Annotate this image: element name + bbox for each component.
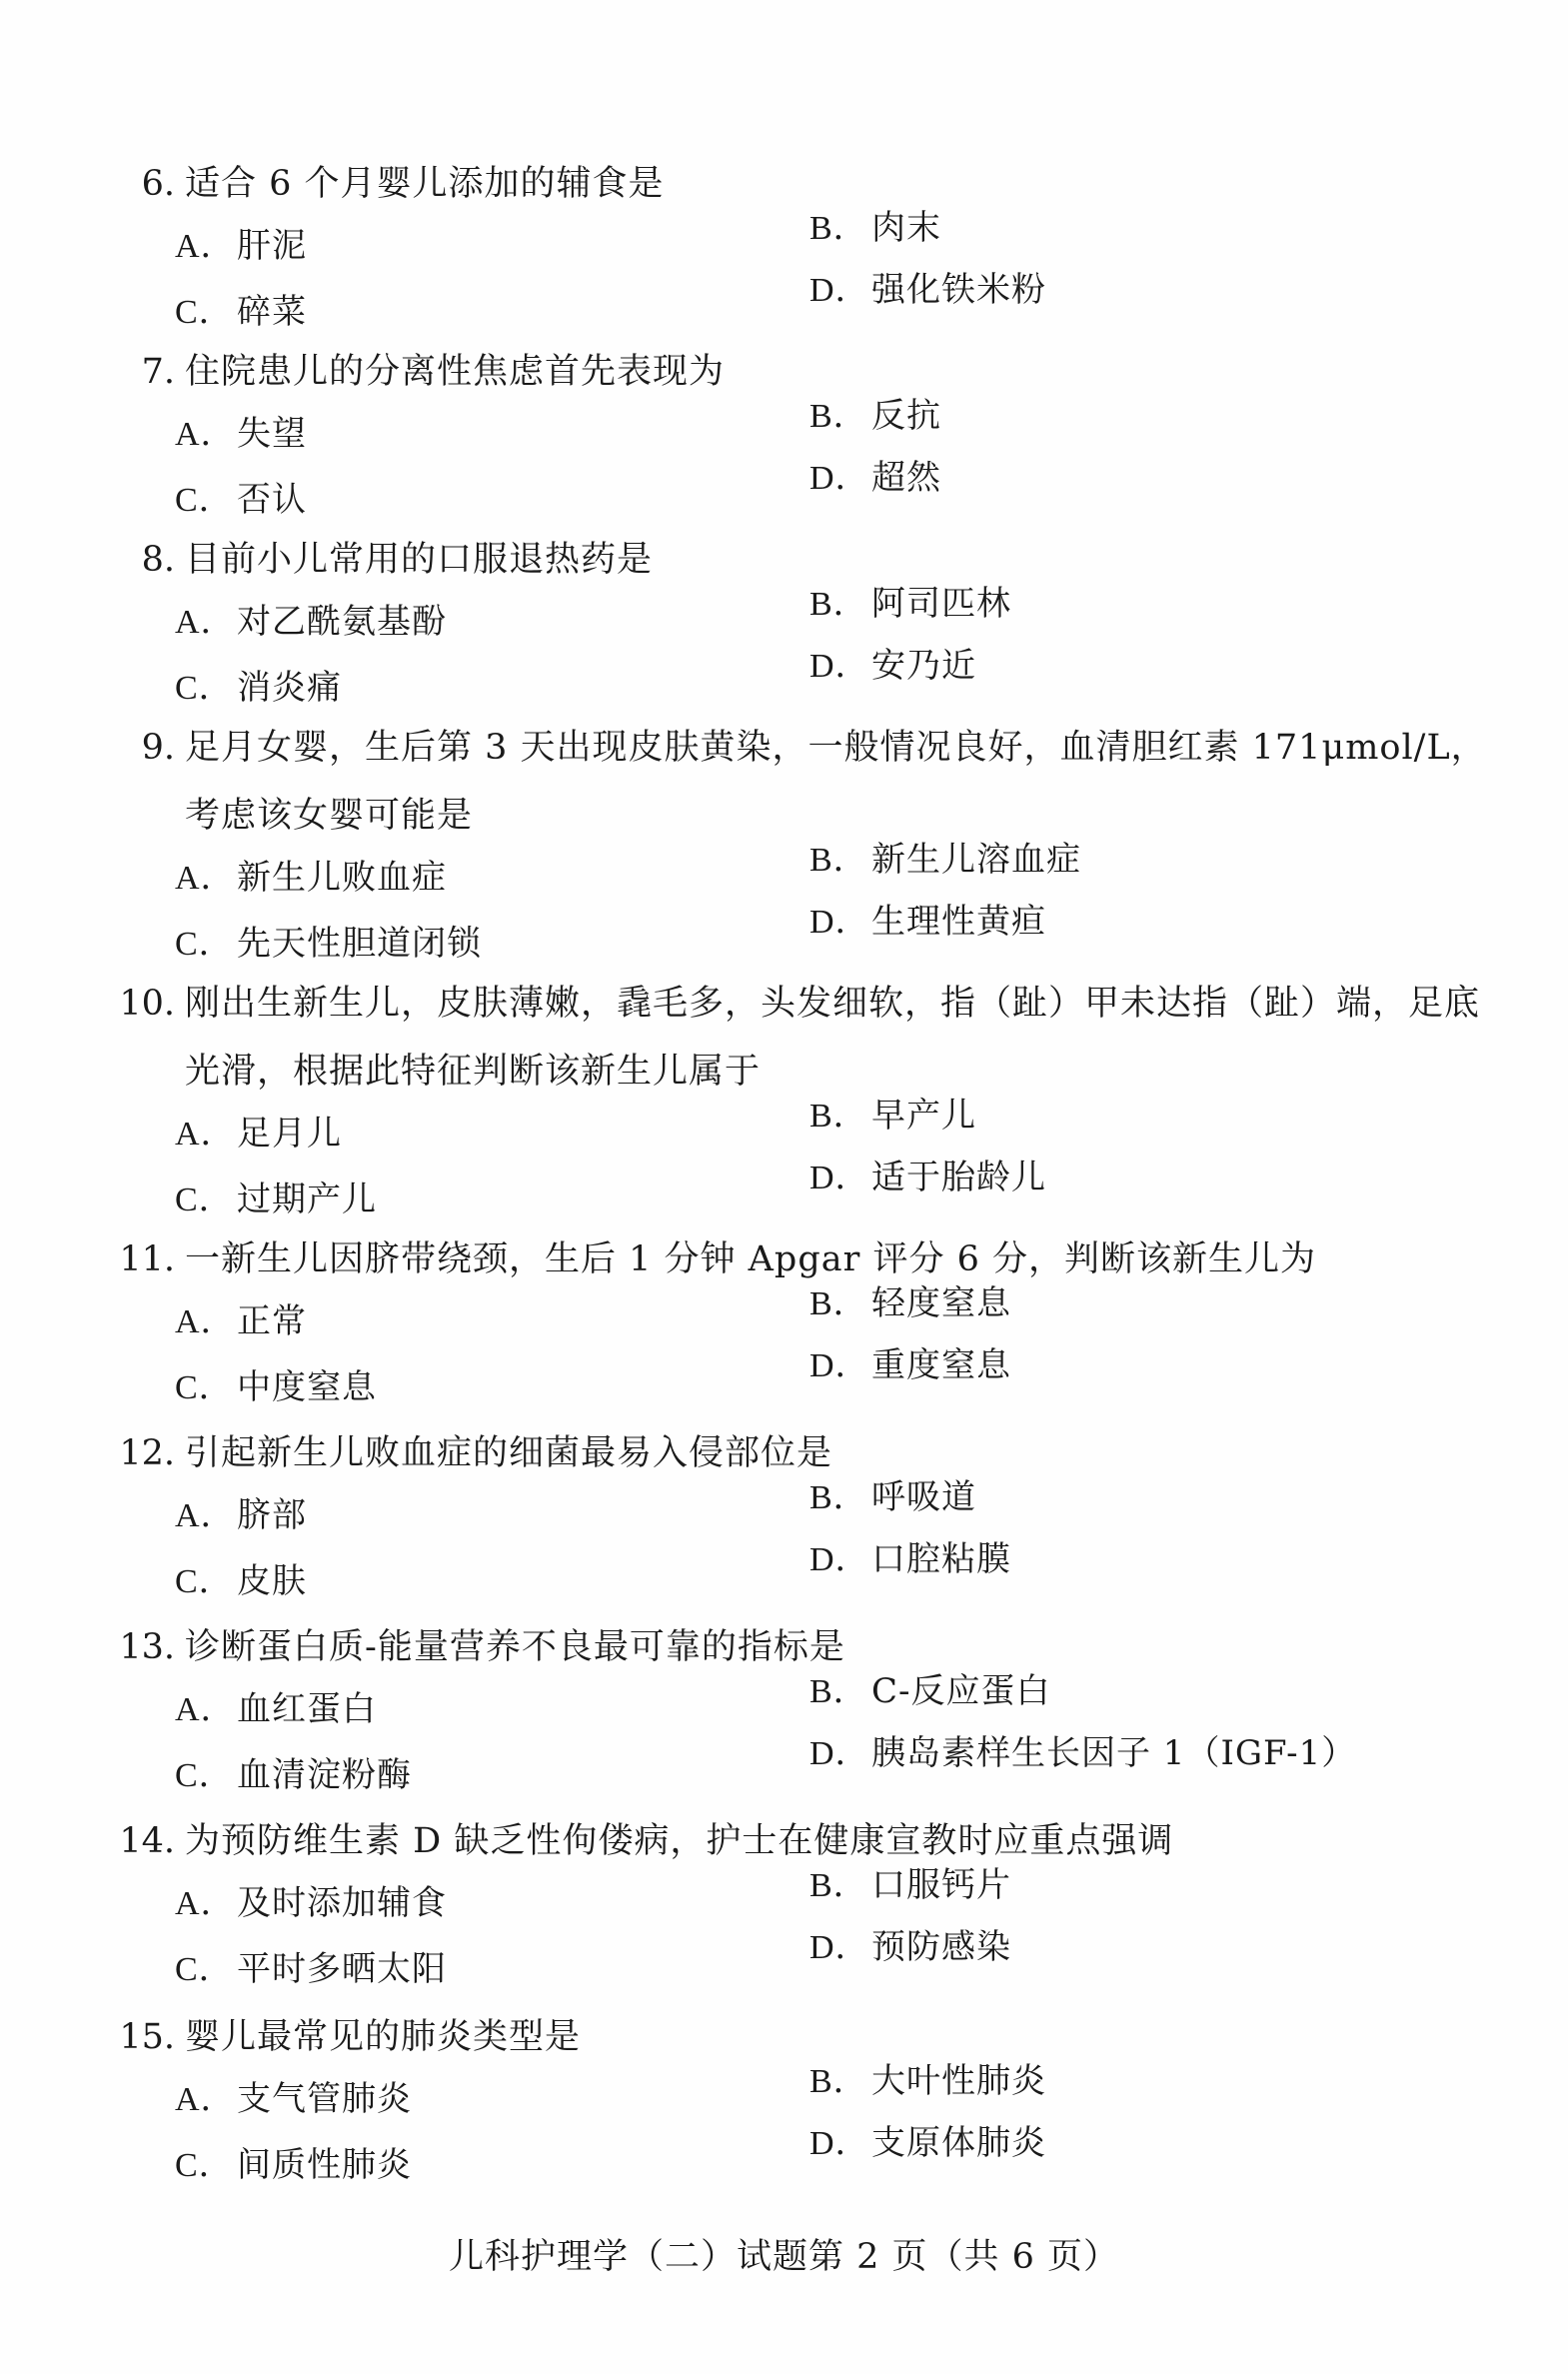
question-number: 11. bbox=[119, 1239, 175, 1279]
option-b: B．早产儿 bbox=[809, 1096, 976, 1136]
question-number: 14. bbox=[119, 1821, 175, 1861]
option-d: D．重度窒息 bbox=[809, 1345, 1011, 1385]
question-14 bbox=[110, 1807, 1499, 2003]
option-a: A．失望 bbox=[175, 414, 307, 454]
question-10 bbox=[110, 970, 1499, 1233]
question-text: 婴儿最常见的肺炎类型是 bbox=[185, 2017, 582, 2057]
option-d: D．超然 bbox=[809, 458, 941, 498]
option-d: D．适于胎龄儿 bbox=[809, 1158, 1046, 1197]
option-a: A．足月儿 bbox=[175, 1114, 342, 1154]
question-number: 15. bbox=[119, 2017, 175, 2057]
question-number: 13. bbox=[119, 1627, 175, 1667]
question-text: 适合 6 个月婴儿添加的辅食是 bbox=[185, 164, 665, 204]
option-b: B．新生儿溶血症 bbox=[809, 840, 1081, 880]
question-15 bbox=[110, 2003, 1499, 2199]
question-number: 7. bbox=[141, 352, 175, 392]
question-9 bbox=[110, 714, 1499, 978]
question-text: 诊断蛋白质-能量营养不良最可靠的指标是 bbox=[185, 1627, 845, 1667]
option-d: D．胰岛素样生长因子 1（IGF-1） bbox=[809, 1733, 1357, 1773]
option-a: A．对乙酰氨基酚 bbox=[175, 602, 447, 642]
option-a: A．正常 bbox=[175, 1301, 307, 1341]
page-footer: 儿科护理学（二）试题第 2 页（共 6 页） bbox=[448, 2237, 1120, 2277]
option-c: C．否认 bbox=[175, 480, 307, 520]
question-text: 目前小儿常用的口服退热药是 bbox=[185, 540, 654, 580]
question-12 bbox=[110, 1419, 1499, 1615]
option-b: B．大叶性肺炎 bbox=[809, 2061, 1046, 2101]
option-c: C．先天性胆道闭锁 bbox=[175, 924, 482, 964]
option-a: A．血红蛋白 bbox=[175, 1689, 377, 1729]
question-11 bbox=[110, 1225, 1499, 1421]
option-d: D．强化铁米粉 bbox=[809, 270, 1046, 310]
question-number: 6. bbox=[141, 164, 175, 204]
question-number: 12. bbox=[119, 1433, 175, 1473]
option-b: B．口服钙片 bbox=[809, 1865, 1011, 1905]
option-a: A．支气管肺炎 bbox=[175, 2079, 412, 2119]
option-c: C．过期产儿 bbox=[175, 1180, 377, 1219]
option-b: B．C-反应蛋白 bbox=[809, 1671, 1051, 1711]
question-text: 为预防维生素 D 缺乏性佝偻病，护士在健康宣教时应重点强调 bbox=[185, 1821, 1174, 1861]
option-b: B．肉末 bbox=[809, 208, 941, 248]
question-8 bbox=[110, 526, 1499, 722]
option-d: D．安乃近 bbox=[809, 646, 976, 686]
option-b: B．阿司匹林 bbox=[809, 584, 1011, 624]
option-c: C．消炎痛 bbox=[175, 668, 342, 708]
question-number: 10. bbox=[119, 984, 175, 1024]
option-d: D．口腔粘膜 bbox=[809, 1539, 1011, 1579]
question-number: 8. bbox=[141, 540, 175, 580]
option-b: B．反抗 bbox=[809, 396, 941, 436]
option-a: A．脐部 bbox=[175, 1495, 307, 1535]
question-13 bbox=[110, 1613, 1499, 1809]
option-d: D．预防感染 bbox=[809, 1927, 1011, 1967]
option-a: A．及时添加辅食 bbox=[175, 1883, 447, 1923]
question-number: 9. bbox=[141, 728, 175, 768]
option-d: D．支原体肺炎 bbox=[809, 2123, 1046, 2163]
question-text: 住院患儿的分离性焦虑首先表现为 bbox=[185, 352, 726, 392]
option-c: C．间质性肺炎 bbox=[175, 2145, 412, 2185]
question-7 bbox=[110, 338, 1499, 534]
question-text: 刚出生新生儿，皮肤薄嫩，毳毛多，头发细软，指（趾）甲未达指（趾）端，足底光滑，根据此特征判断该新生儿属于 bbox=[185, 984, 1481, 1092]
question-text: 足月女婴，生后第 3 天出现皮肤黄染，一般情况良好，血清胆红素 171μmol/L，考虑该女婴可能是 bbox=[185, 728, 1487, 836]
option-c: C．皮肤 bbox=[175, 1561, 307, 1601]
question-text: 引起新生儿败血症的细菌最易入侵部位是 bbox=[185, 1433, 833, 1473]
option-b: B．轻度窒息 bbox=[809, 1283, 1011, 1323]
option-c: C．血清淀粉酶 bbox=[175, 1755, 412, 1795]
option-a: A．新生儿败血症 bbox=[175, 858, 447, 898]
question-6 bbox=[110, 150, 1499, 346]
option-c: C．碎菜 bbox=[175, 292, 307, 332]
option-a: A．肝泥 bbox=[175, 226, 307, 266]
option-d: D．生理性黄疸 bbox=[809, 902, 1046, 942]
option-c: C．中度窒息 bbox=[175, 1367, 377, 1407]
question-text: 一新生儿因脐带绕颈，生后 1 分钟 Apgar 评分 6 分，判断该新生儿为 bbox=[185, 1239, 1316, 1279]
option-b: B．呼吸道 bbox=[809, 1477, 976, 1517]
option-c: C．平时多晒太阳 bbox=[175, 1949, 447, 1989]
